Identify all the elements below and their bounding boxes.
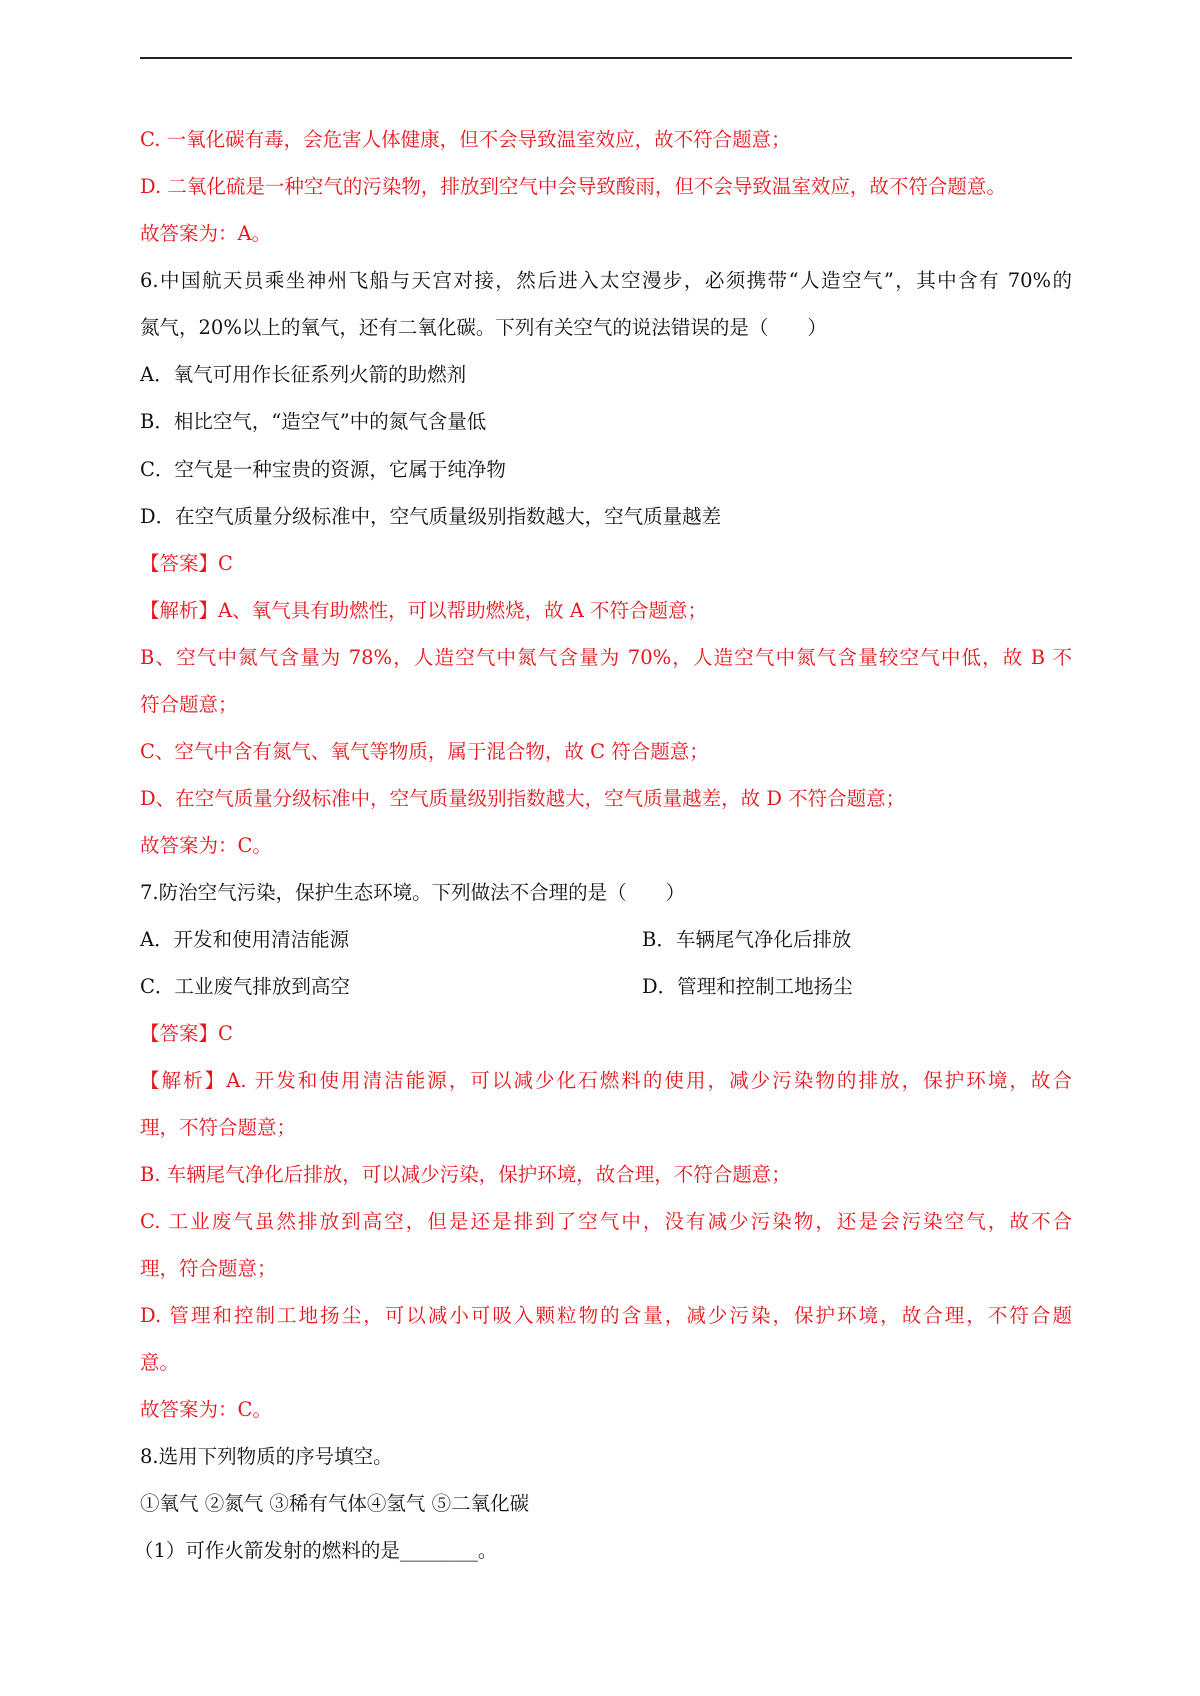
q7-analysis-line2: 理，不符合题意；	[140, 1116, 297, 1139]
header-rule	[140, 57, 1072, 59]
q7-option-b: B．车辆尾气净化后排放	[642, 928, 852, 951]
q6-analysis-line4: C、空气中含有氮气、氧气等物质，属于混合物，故 C 符合题意；	[140, 740, 709, 763]
q7-analysis-line1: 【解析】A. 开发和使用清洁能源，可以减少化石燃料的使用，减少污染物的排放，保护环境，故合	[140, 1069, 1072, 1092]
q7-analysis-line5: 理，符合题意；	[140, 1257, 277, 1280]
q6-option-b: B．相比空气，“造空气”中的氮气含量低	[140, 410, 487, 433]
q7-analysis-final: 故答案为：C。	[140, 1398, 272, 1421]
q6-analysis-line2: B、空气中氮气含量为 78%，人造空气中氮气含量为 70%，人造空气中氮气含量较空气中低，故 B 不	[140, 646, 1072, 669]
q6-stem-line1: 6.中国航天员乘坐神州飞船与天宫对接，然后进入太空漫步，必须携带“人造空气”，其中含有 70%的	[140, 269, 1072, 292]
q6-analysis-line3: 符合题意；	[140, 693, 238, 716]
q8-sub1: （1）可作火箭发射的燃料的是________。	[134, 1539, 498, 1562]
q8-substances: ①氧气 ②氮气 ③稀有气体④氢气 ⑤二氧化碳	[140, 1492, 530, 1515]
q7-option-c: C．工业废气排放到高空	[140, 975, 350, 998]
q7-option-d: D．管理和控制工地扬尘	[642, 975, 853, 998]
prev-solution-final: 故答案为：A。	[140, 222, 272, 245]
q7-stem: 7.防治空气污染，保护生态环境。下列做法不合理的是（ ）	[140, 881, 686, 904]
q7-analysis-line7: 意。	[140, 1351, 180, 1374]
q7-analysis-line4: C. 工业废气虽然排放到高空，但是还是排到了空气中，没有减少污染物，还是会污染空气，故不合	[140, 1210, 1072, 1233]
q6-analysis-final: 故答案为：C。	[140, 834, 272, 857]
q7-option-a: A．开发和使用清洁能源	[140, 928, 350, 951]
q6-answer: 【答案】C	[140, 552, 233, 575]
q6-option-d: D．在空气质量分级标准中，空气质量级别指数越大，空气质量越差	[140, 505, 722, 528]
q7-analysis-line6: D. 管理和控制工地扬尘，可以减小可吸入颗粒物的含量，减少污染，保护环境，故合理，不符合题	[140, 1304, 1072, 1327]
q6-option-a: A．氧气可用作长征系列火箭的助燃剂	[140, 363, 467, 386]
q7-answer: 【答案】C	[140, 1022, 233, 1045]
q7-analysis-line3: B. 车辆尾气净化后排放，可以减少污染，保护环境，故合理，不符合题意；	[140, 1163, 791, 1186]
q6-analysis-line5: D、在空气质量分级标准中，空气质量级别指数越大，空气质量越差，故 D 不符合题意；	[140, 787, 906, 810]
prev-solution-d: D. 二氧化硫是一种空气的污染物，排放到空气中会导致酸雨，但不会导致温室效应，故不符合题意。	[140, 175, 1006, 198]
prev-solution-c: C. 一氧化碳有毒，会危害人体健康，但不会导致温室效应，故不符合题意；	[140, 128, 791, 151]
q6-option-c: C．空气是一种宝贵的资源，它属于纯净物	[140, 458, 506, 481]
q6-analysis-line1: 【解析】A、氧气具有助燃性，可以帮助燃烧，故 A 不符合题意；	[140, 599, 708, 622]
q6-stem-line2: 氮气，20%以上的氧气，还有二氧化碳。下列有关空气的说法错误的是（ ）	[140, 316, 827, 339]
q8-stem: 8.选用下列物质的序号填空。	[140, 1445, 393, 1468]
